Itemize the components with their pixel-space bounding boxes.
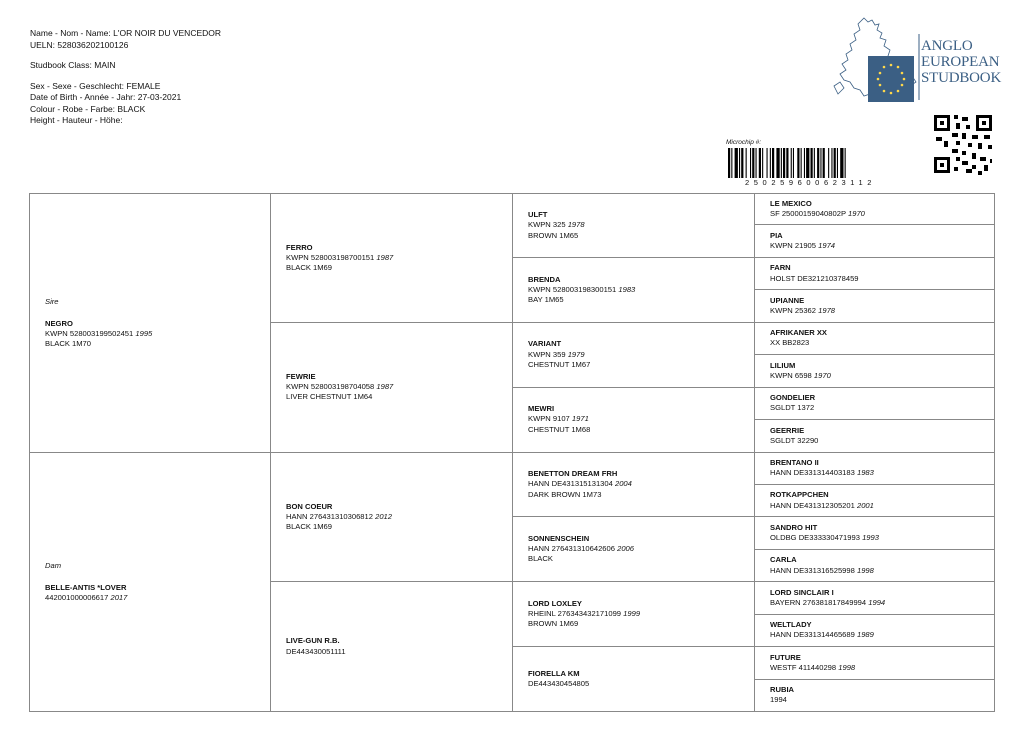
c4-horse-cell — [754, 419, 995, 452]
horse-reg: HANN DE431312305201 — [770, 500, 855, 510]
horse-registration — [770, 468, 994, 478]
horse-year: 1987 — [376, 382, 394, 392]
horse-name: Name - Nom - Name: L'OR NOIR DU VENCEDOR — [30, 28, 222, 38]
horse-year: 1987 — [376, 252, 394, 262]
qr-code-icon — [932, 113, 994, 175]
horse-reg: WESTF 411440298 — [770, 662, 837, 672]
horse-reg: HANN DE331314465689 — [770, 630, 855, 640]
sire-role-label: Sire — [45, 296, 59, 306]
horse-reg: SF 25000159040802P — [770, 209, 846, 219]
horse-reg: SGLDT 1372 — [770, 403, 815, 413]
horse-registration — [770, 663, 994, 673]
horse-registration — [770, 598, 994, 608]
horse-reg: XX BB2823 — [770, 338, 810, 348]
c4-horse-cell — [754, 452, 995, 485]
horse-year: 2004 — [614, 479, 632, 489]
horse-name: FUTURE — [770, 652, 801, 662]
horse-reg: SGLDT 32290 — [770, 435, 819, 445]
horse-year: 1989 — [856, 630, 874, 640]
c4-horse-cell — [754, 581, 995, 614]
horse-color: LIVER CHESTNUT 1M64 — [286, 392, 373, 402]
c3-horse-cell — [512, 516, 755, 582]
sire-color: BLACK 1M70 — [45, 339, 92, 349]
c3-horse-cell — [512, 322, 755, 388]
c4-horse-cell — [754, 354, 995, 387]
horse-registration — [770, 533, 994, 543]
horse-registration — [528, 285, 754, 295]
c2-horse-cell — [270, 322, 513, 453]
dam-cell — [29, 452, 271, 712]
horse-registration — [286, 253, 512, 263]
c4-horse-cell — [754, 516, 995, 549]
c4-horse-cell — [754, 679, 995, 712]
horse-reg: KWPN 6598 — [770, 370, 812, 380]
microchip-barcode-icon — [728, 148, 904, 178]
horse-registration — [770, 241, 994, 251]
horse-name: LORD LOXLEY — [528, 598, 583, 608]
horse-year: 1994 — [868, 597, 886, 607]
horse-registration — [286, 647, 512, 657]
horse-registration — [528, 350, 754, 360]
horse-name: VARIANT — [528, 339, 562, 349]
dam-name: BELLE-ANTIS *LOVER — [45, 582, 127, 592]
studbook-class: Studbook Class: MAIN — [30, 60, 116, 70]
c3-horse-cell — [512, 646, 755, 712]
horse-reg: HANN 276431310306812 — [286, 511, 373, 521]
sire-cell — [29, 193, 271, 453]
horse-reg: KWPN 325 — [528, 220, 566, 230]
horse-year: 1978 — [818, 306, 836, 316]
horse-year: 1978 — [567, 220, 585, 230]
c4-horse-cell — [754, 614, 995, 647]
horse-year: 1971 — [571, 414, 589, 424]
horse-colour: Colour - Robe - Farbe: BLACK — [30, 103, 146, 114]
horse-header — [30, 28, 221, 127]
horse-reg: KWPN 25362 — [770, 306, 817, 316]
horse-reg: OLDBG DE333330471993 — [770, 533, 860, 543]
horse-reg: KWPN 21905 — [770, 241, 817, 251]
c3-horse-cell — [512, 387, 755, 453]
horse-registration — [770, 630, 994, 640]
horse-year: 1970 — [813, 370, 831, 380]
horse-name: BENETTON DREAM FRH — [528, 469, 618, 479]
studbook-logo-text: ANGLO EUROPEAN STUDBOOK — [921, 38, 1002, 86]
horse-name: AFRIKANER XX — [770, 328, 827, 338]
microchip-label: Microchip #: — [726, 139, 762, 146]
horse-registration — [770, 274, 994, 284]
horse-name: FERRO — [286, 242, 313, 252]
horse-name: ROTKAPPCHEN — [770, 490, 829, 500]
horse-registration — [286, 382, 512, 392]
horse-registration — [528, 220, 754, 230]
horse-dob: Date of Birth - Année - Jahr: 27-03-2021 — [30, 92, 182, 102]
horse-registration — [770, 436, 994, 446]
horse-reg: DE443430454805 — [528, 679, 590, 689]
c4-horse-cell — [754, 193, 995, 225]
horse-year: 1998 — [838, 662, 856, 672]
horse-name: FEWRIE — [286, 371, 316, 381]
horse-year: 1983 — [856, 468, 874, 478]
horse-color: BROWN 1M65 — [528, 230, 579, 240]
c4-horse-cell — [754, 257, 995, 290]
horse-registration — [528, 479, 754, 489]
horse-color: BLACK — [528, 554, 553, 564]
horse-year: 1983 — [618, 284, 636, 294]
c4-horse-cell — [754, 387, 995, 420]
horse-registration — [770, 209, 994, 219]
horse-registration — [528, 679, 754, 689]
c2-horse-cell — [270, 452, 513, 583]
horse-reg: BAYERN 276381817849994 — [770, 597, 867, 607]
horse-registration — [770, 338, 994, 348]
horse-reg: 1994 — [770, 695, 787, 705]
horse-year: 1999 — [623, 609, 641, 619]
horse-reg: KWPN 528003198704058 — [286, 382, 375, 392]
horse-color: CHESTNUT 1M67 — [528, 359, 591, 369]
horse-reg: KWPN 359 — [528, 349, 566, 359]
horse-registration — [528, 544, 754, 554]
horse-name: SANDRO HIT — [770, 522, 818, 532]
horse-registration — [770, 566, 994, 576]
horse-color: BLACK 1M69 — [286, 262, 333, 272]
horse-name: BRENTANO II — [770, 458, 819, 468]
horse-name: LORD SINCLAIR I — [770, 587, 834, 597]
horse-name: PIA — [770, 230, 783, 240]
horse-reg: KWPN 528003198700151 — [286, 252, 375, 262]
c4-horse-cell — [754, 484, 995, 517]
c4-horse-cell — [754, 549, 995, 582]
horse-registration — [286, 512, 512, 522]
horse-color: BAY 1M65 — [528, 294, 564, 304]
sire-name: NEGRO — [45, 318, 73, 328]
horse-color: DARK BROWN 1M73 — [528, 489, 602, 499]
horse-sex: Sex - Sexe - Geschlecht: FEMALE — [30, 80, 161, 91]
horse-reg: HANN DE331314403183 — [770, 468, 855, 478]
horse-reg: HANN DE331316525998 — [770, 565, 855, 575]
horse-name: CARLA — [770, 555, 797, 565]
horse-name: FARN — [770, 263, 791, 273]
dam-registration: 442001000006617 2017 — [45, 593, 128, 603]
horse-year: 2006 — [617, 544, 635, 554]
c3-horse-cell — [512, 452, 755, 518]
horse-registration — [770, 695, 994, 705]
horse-ueln: UELN: 528036202100126 — [30, 39, 129, 50]
horse-registration — [770, 371, 994, 381]
horse-year: 1998 — [856, 565, 874, 575]
horse-registration — [770, 501, 994, 511]
horse-registration — [770, 403, 994, 413]
horse-name: SONNENSCHEIN — [528, 534, 590, 543]
c4-horse-cell — [754, 224, 995, 257]
horse-year: 2012 — [375, 511, 393, 521]
horse-name: BRENDA — [528, 274, 561, 284]
c4-horse-cell — [754, 646, 995, 679]
c3-horse-cell — [512, 193, 755, 258]
sire-registration: KWPN 528003199502451 1995 — [45, 329, 153, 338]
horse-year: 1974 — [818, 241, 836, 251]
horse-name: GONDELIER — [770, 393, 816, 403]
horse-year: 1970 — [848, 209, 865, 219]
horse-color: BROWN 1M69 — [528, 619, 579, 629]
horse-registration — [528, 609, 754, 619]
horse-height: Height - Hauteur - Höhe: — [30, 115, 123, 125]
horse-name: LIVE-GUN R.B. — [286, 636, 340, 646]
horse-registration — [770, 306, 994, 316]
horse-reg: HANN 276431310642606 — [528, 544, 615, 554]
horse-year: 1993 — [862, 533, 879, 543]
horse-year: 1979 — [567, 349, 585, 359]
horse-year: 2001 — [856, 500, 874, 510]
horse-reg: KWPN 528003198300151 — [528, 284, 617, 294]
horse-name: RUBIA — [770, 685, 795, 695]
horse-name: LILIUM — [770, 360, 796, 370]
horse-name: BON COEUR — [286, 501, 333, 511]
horse-reg: KWPN 9107 — [528, 414, 570, 424]
horse-name: LE MEXICO — [770, 199, 812, 209]
pedigree-table — [29, 193, 995, 712]
dam-role-label: Dam — [45, 560, 62, 570]
microchip-number: 250259600623112 — [745, 178, 877, 187]
horse-reg: HANN DE431315131304 — [528, 479, 613, 489]
horse-color: BLACK 1M69 — [286, 521, 333, 531]
horse-registration — [528, 414, 754, 424]
horse-name: UPIANNE — [770, 295, 805, 305]
horse-color: CHESTNUT 1M68 — [528, 424, 591, 434]
c2-horse-cell — [270, 193, 513, 323]
c3-horse-cell — [512, 581, 755, 647]
horse-reg: DE443430051111 — [286, 646, 346, 656]
horse-name: ULFT — [528, 210, 548, 220]
horse-reg: RHEINL 276343432171099 — [528, 609, 622, 619]
c4-horse-cell — [754, 289, 995, 322]
horse-name: GEERRIE — [770, 425, 805, 435]
horse-name: FIORELLA KM — [528, 668, 580, 678]
c4-horse-cell — [754, 322, 995, 355]
horse-reg: HOLST DE321210378459 — [770, 273, 859, 283]
horse-name: MEWRI — [528, 404, 555, 414]
c2-horse-cell — [270, 581, 513, 712]
horse-name: WELTLADY — [770, 620, 812, 630]
c3-horse-cell — [512, 257, 755, 323]
